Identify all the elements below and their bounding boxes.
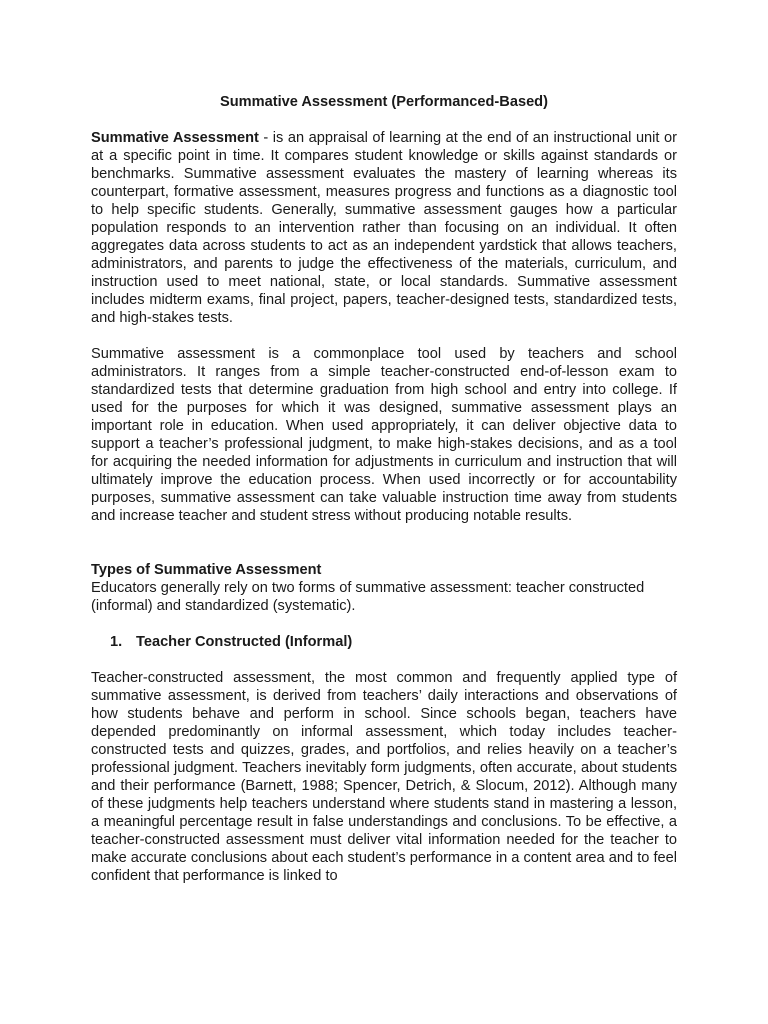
types-heading: Types of Summative Assessment [91,562,322,578]
definition-text: - is an appraisal of learning at the end of an instructional unit or at a specific point in time. It compares student knowledge or skills against standards or benchmarks. Summative assessment evaluates the mastery of learning whereas its counterpart, formative assessment, measures progress and functions as a diagnostic tool to help specific students. Generally, summative assessment gauges how a particular population responds to an intervention rather than focusing on an individual. It often aggregates data across students to act as an independent yardstick that allows teachers, administrators, and parents to judge the effectiveness of the materials, curriculum, and instruction used to meet national, state, or local standards. Summative assessment includes midterm exams, final project, papers, teacher-designed tests, standardized tests, and high-stakes tests. [91,130,677,326]
types-intro: Educators generally rely on two forms of summative assessment: teacher constructed (informal) and standardized (systematic). [91,580,645,614]
document-body [91,93,677,885]
definition-paragraph [91,129,677,327]
page-title: Summative Assessment (Performanced-Based) [220,94,548,110]
teacher-constructed-paragraph: Teacher-constructed assessment, the most common and frequently applied type of summative assessment, is derived from teachers’ daily interactions and observations of how students behave and perform in school. Since schools began, teachers have depended predominantly on informal assessment, which today includes teacher-constructed tests and quizzes, grades, and portfolios, and relies heavily on a teacher’s professional judgment. Teachers inevitably form judgments, often accurate, about students and their performance (Barnett, 1988; Spencer, Detrich, & Slocum, 2012). Although many of these judgments help teachers understand where students stand in mastering a lesson, a meaningful percentage result in false understandings and conclusions. To be effective, a teacher-constructed assessment must deliver vital information needed for the teacher to make accurate conclusions about each student’s performance in a content area and to feel confident that performance is linked to [91,670,677,884]
numbered-item-teacher-constructed [91,633,677,651]
item-label: Teacher Constructed (Informal) [136,634,353,650]
usage-paragraph: Summative assessment is a commonplace tool used by teachers and school administrators. It ranges from a simple teacher-constructed end-of-lesson exam to standardized tests that determine graduation from high school and entry into college. If used for the purposes for which it was designed, summative assessment plays an important role in education. When used appropriately, it can deliver objective data to support a teacher’s professional judgment, to make high-stakes decisions, and as a tool for acquiring the needed information for adjustments in curriculum and instruction that will ultimately improve the education process. When used incorrectly or for accountability purposes, summative assessment can take valuable instruction time away from students and increase teacher and student stress without producing notable results. [91,346,677,524]
definition-term: Summative Assessment [91,130,259,146]
item-number: 1. [110,634,123,650]
